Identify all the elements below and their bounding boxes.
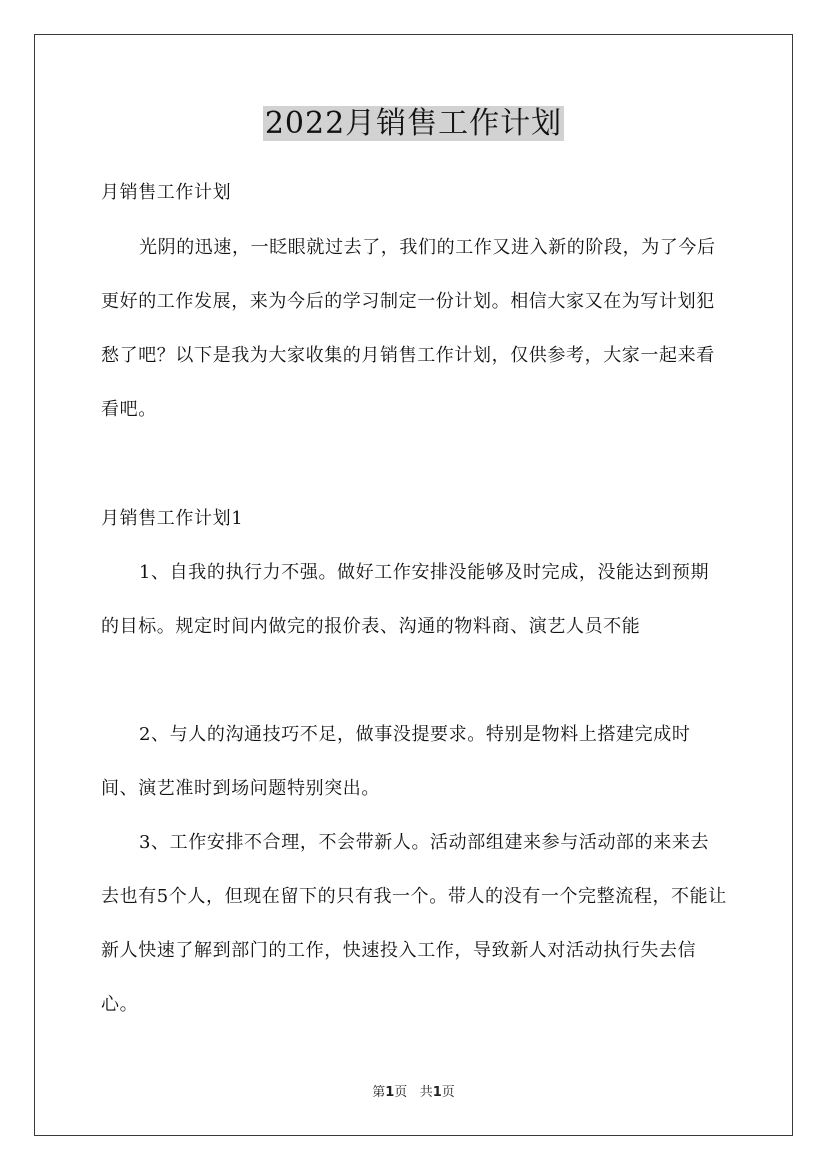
page-number: 1 [385,1085,395,1100]
page-footer [0,1085,827,1101]
document-title [0,104,827,144]
total-pages: 1 [432,1085,442,1100]
plan-item-2: 2、与人的沟通技巧不足，做事没提要求。特别是物料上搭建完成时间、演艺准时到场问题特别突出。 [101,724,691,799]
section-heading: 月销售工作计划 [101,182,232,203]
plan-item-3: 3、工作安排不合理，不会带新人。活动部组建来参与活动部的来来去去也有5个人，但现在留下的只有我一个。带人的没有一个完整流程，不能让新人快速了解到部门的工作，快速投入工作，导致新人对活动执行失去信心。 [101,832,727,1015]
page-label-prefix: 第 [372,1085,386,1100]
plan-heading: 月销售工作计划1 [101,508,244,529]
plan-item-1: 1、自我的执行力不强。做好工作安排没能够及时完成，没能达到预期的目标。规定时间内做完的报价表、沟通的物料商、演艺人员不能 [101,562,710,637]
total-label-suffix: 页 [441,1085,455,1100]
total-label-prefix: 共 [419,1085,433,1100]
intro-paragraph: 光阴的迅速，一眨眼就过去了，我们的工作又进入新的阶段，为了今后更好的工作发展，来为今后的学习制定一份计划。相信大家又在为写计划犯愁了吧？以下是我为大家收集的月销售工作计划，仅供参考，大家一起来看看吧。 [101,237,716,420]
page-label-suffix: 页 [394,1085,408,1100]
document-title-text: 2022月销售工作计划 [264,106,563,141]
